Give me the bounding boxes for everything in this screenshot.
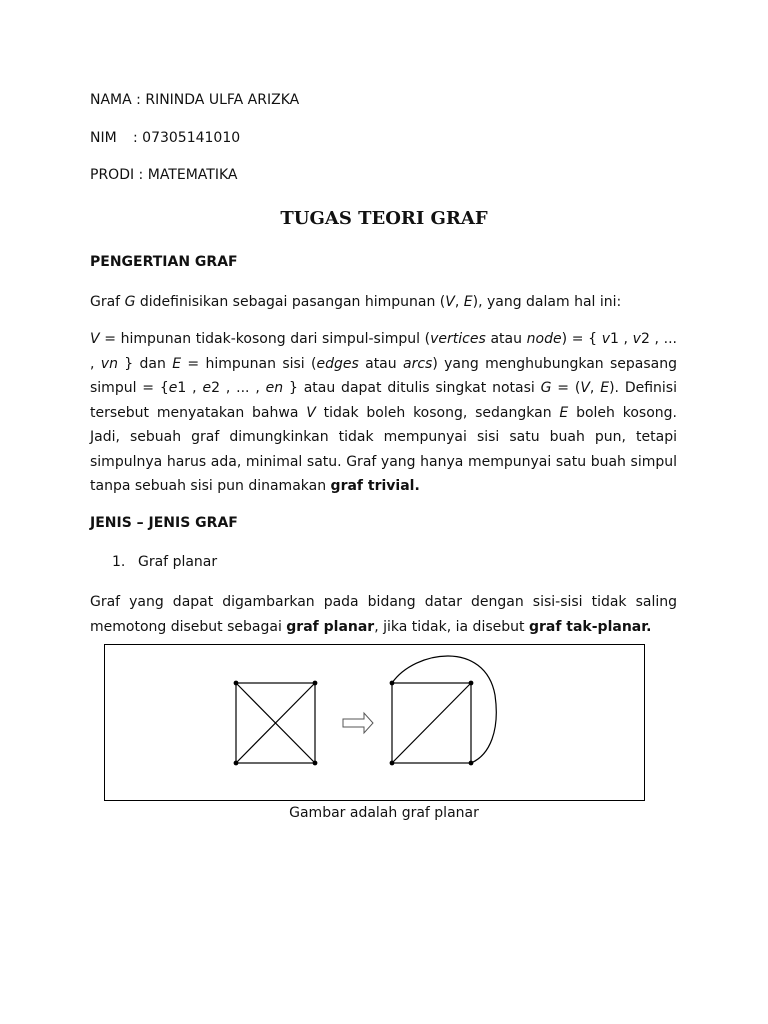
hollow-right-arrow-icon (343, 713, 373, 733)
diagonal-edge (392, 683, 471, 763)
figure-box (104, 644, 645, 801)
prodi-value: MATEMATIKA (147, 167, 238, 183)
vertex (313, 761, 318, 766)
nim-line: NIM : 07305141010 (90, 130, 241, 146)
figure-caption: Gambar adalah graf planar (289, 805, 479, 821)
vertex (390, 761, 395, 766)
nama-value: RININDA ULFA ARIZKA (145, 92, 300, 108)
planar-graph-figure (105, 645, 646, 802)
nim-value: 07305141010 (142, 130, 241, 146)
nim-label: NIM (90, 130, 117, 146)
nama-line: NAMA : RININDA ULFA ARIZKA (90, 92, 300, 108)
vertex (469, 681, 474, 686)
vertex (234, 761, 239, 766)
section-heading-jenis: JENIS – JENIS GRAF (90, 515, 238, 531)
prodi-label: PRODI (90, 167, 135, 183)
planar-graph (392, 656, 496, 763)
vertex (469, 761, 474, 766)
vertex (313, 681, 318, 686)
planar-paragraph: Graf yang dapat digambarkan pada bidang datar dengan sisi-sisi tidak saling memotong disebut sebagai graf planar, jika tidak, ia disebut graf tak-planar. (90, 594, 677, 635)
bold-graf-tak-planar: graf tak-planar. (528, 618, 652, 635)
bold-graf-planar: graf planar (286, 618, 375, 635)
list-label: Graf planar (138, 554, 218, 570)
list-item (112, 554, 217, 570)
bold-graf-trivial: graf trivial. (330, 478, 420, 494)
vertex (234, 681, 239, 686)
list-number: 1. (112, 554, 126, 570)
nama-label: NAMA (90, 92, 132, 108)
vertex (390, 681, 395, 686)
document-title: TUGAS TEORI GRAF (280, 208, 488, 229)
prodi-line: PRODI : MATEMATIKA (90, 167, 238, 183)
section-heading-pengertian: PENGERTIAN GRAF (90, 254, 238, 270)
graph-with-crossing-diagonals (236, 683, 315, 763)
intro-paragraph: Graf G didefinisikan sebagai pasangan himpunan (V, E), yang dalam hal ini: (90, 294, 622, 310)
definition-paragraph: V = himpunan tidak-kosong dari simpul-simpul (vertices atau node) = { v1 , v2 , ... , vn } dan E = himpunan sisi (edges atau arcs) yang menghubungkan sepasang simpul = {e1 , e2 , ... , en } atau dapat ditulis singkat notasi G = (V, E). Definisi tersebut menyatakan bahwa V tidak boleh kosong, sedangkan E boleh kosong. Jadi, sebuah graf dimungkinkan tidak mempunyai sisi satu buah pun, tetapi simpulnya harus ada, minimal satu. Graf yang hanya mempunyai satu buah simpul tanpa sebuah sisi pun dinamakan graf trivial. (90, 331, 678, 494)
